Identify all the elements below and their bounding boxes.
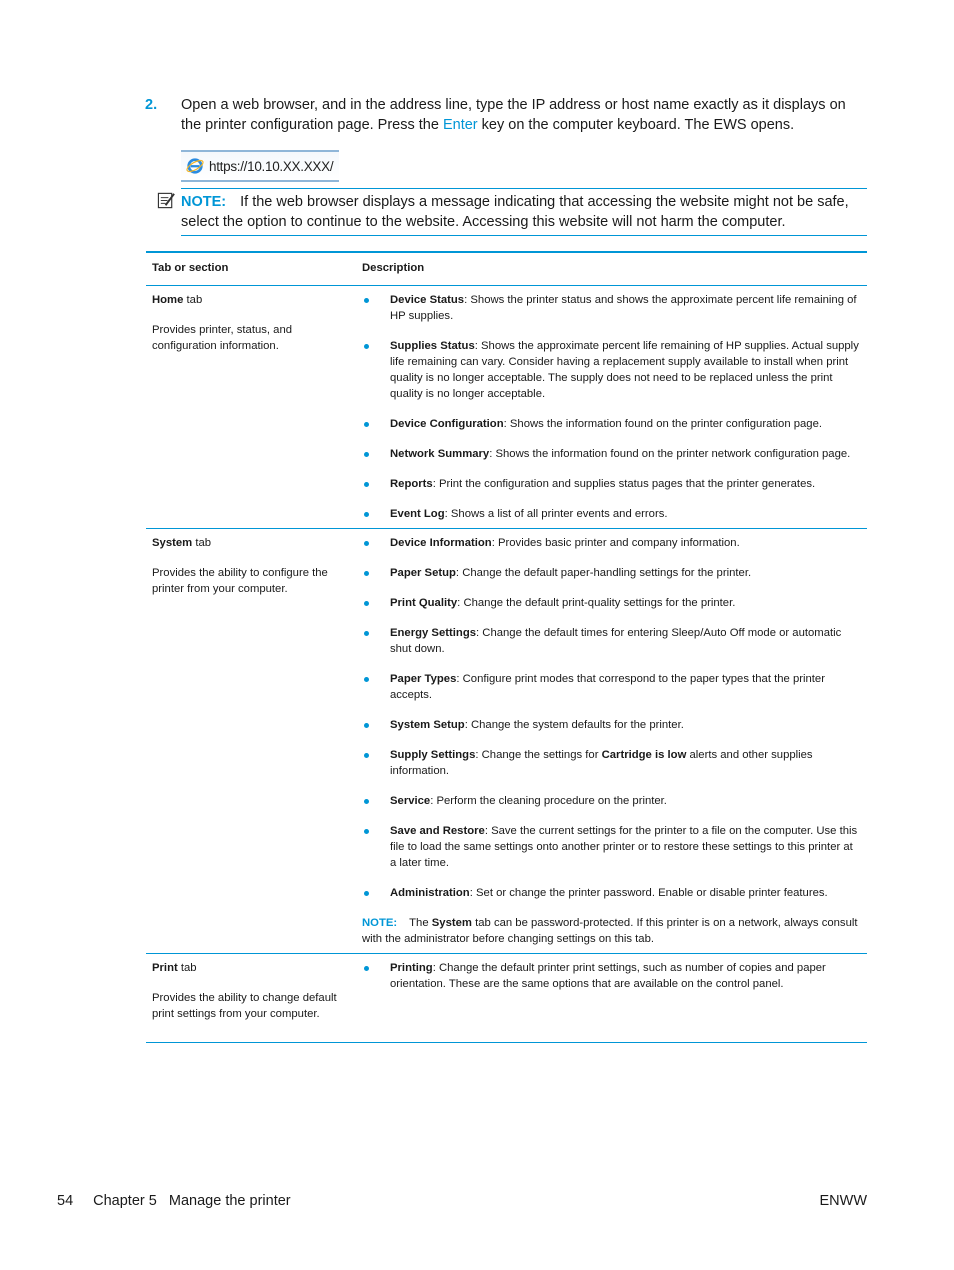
header-description: Description [356,252,867,286]
list-item: Supply Settings: Change the settings for Cartridge is low alerts and other supplies information. [362,747,861,779]
list-item: Event Log: Shows a list of all printer events and errors. [362,506,861,522]
page-footer-right: ENWW [819,1193,867,1209]
ews-tabs-table [146,251,867,1043]
feature-list [362,960,861,992]
page-footer-left [57,1193,291,1209]
list-item: Device Information: Provides basic printer and company information. [362,535,861,551]
table-body [146,286,867,1043]
bullet-icon [364,677,369,682]
bullet-icon [364,966,369,971]
bullet-icon [364,631,369,636]
table-note: NOTE: The System tab can be password-protected. If this printer is on a network, always consult with the administrator before changing settings on this tab. [362,917,858,945]
tab-description: Provides the ability to change default print settings from your computer. [152,992,337,1020]
list-item: Device Status: Shows the printer status and shows the approximate percent life remaining of HP supplies. [362,292,861,324]
step-number: 2. [145,97,158,113]
list-item: Network Summary: Shows the information found on the printer network configuration page. [362,446,861,462]
page-number: 54 [57,1193,74,1209]
bullet-icon [364,541,369,546]
tab-name: System tab [152,537,212,549]
list-item: Service: Perform the cleaning procedure on the printer. [362,793,861,809]
bullet-icon [364,799,369,804]
bullet-icon [364,482,369,487]
note-text: If the web browser displays a message indicating that accessing the website might not be safe, select the option to continue to the website. Accessing this website will not harm the computer. [181,194,849,230]
tab-description: Provides printer, status, and configuration information. [152,324,293,352]
list-item: Supplies Status: Shows the approximate percent life remaining of HP supplies. Actual supply life remaining can vary. Consider having a replacement supply available to install when print quality is no longer acceptable. The supply does not need to be replaced unless the print quality is no longer acceptable. [362,338,861,402]
bullet-icon [364,723,369,728]
list-item: Printing: Change the default printer print settings, such as number of copies and paper orientation. These are the same options that are available on the control panel. [362,960,861,992]
bullet-icon [364,512,369,517]
enter-key-label: Enter [442,117,478,133]
list-item: Paper Setup: Change the default paper-handling settings for the printer. [362,565,861,581]
note-pencil-icon [157,191,176,210]
step-2 [145,95,867,135]
feature-list [362,535,861,901]
list-item: Print Quality: Change the default print-quality settings for the printer. [362,595,861,611]
list-item: Reports: Print the configuration and supplies status pages that the printer generates. [362,476,861,492]
description-cell [356,529,867,954]
tab-description: Provides the ability to configure the printer from your computer. [152,567,328,595]
bullet-icon [364,829,369,834]
tab-cell [146,529,356,954]
tab-cell [146,286,356,529]
chapter-title: Chapter 5 Manage the printer [93,1193,291,1209]
tab-cell [146,954,356,1043]
list-item: Save and Restore: Save the current settings for the printer to a file on the computer. Use this file to load the same settings onto another printer or to restore these settings to this printer at a later time. [362,823,861,871]
list-item: System Setup: Change the system defaults for the printer. [362,717,861,733]
note-box [181,188,867,236]
list-item: Device Configuration: Shows the information found on the printer configuration page. [362,416,861,432]
bullet-icon [364,422,369,427]
internet-explorer-icon [186,157,204,175]
bullet-icon [364,753,369,758]
table-row [146,529,867,954]
list-item: Energy Settings: Change the default times for entering Sleep/Auto Off mode or automatic shut down. [362,625,861,657]
step-text: Open a web browser, and in the address line, type the IP address or host name exactly as it displays on the printer configuration page. Press the Enter key on the computer keyboard. The EWS opens. [181,97,846,133]
bullet-icon [364,891,369,896]
description-cell [356,286,867,529]
bullet-icon [364,601,369,606]
header-tab-or-section: Tab or section [146,252,356,286]
list-item: Administration: Set or change the printer password. Enable or disable printer features. [362,885,861,901]
tab-name: Home tab [152,294,203,306]
browser-address-bar [181,150,339,182]
table-row [146,286,867,529]
note-label: NOTE: [181,194,227,210]
description-cell [356,954,867,1043]
bullet-icon [364,571,369,576]
bullet-icon [364,344,369,349]
table-header-row [146,252,867,286]
bullet-icon [364,298,369,303]
bullet-icon [364,452,369,457]
list-item: Paper Types: Configure print modes that correspond to the paper types that the printer accepts. [362,671,861,703]
address-url: https://10.10.XX.XXX/ [209,159,334,174]
feature-list [362,292,861,522]
table-row [146,954,867,1043]
tab-name: Print tab [152,962,197,974]
